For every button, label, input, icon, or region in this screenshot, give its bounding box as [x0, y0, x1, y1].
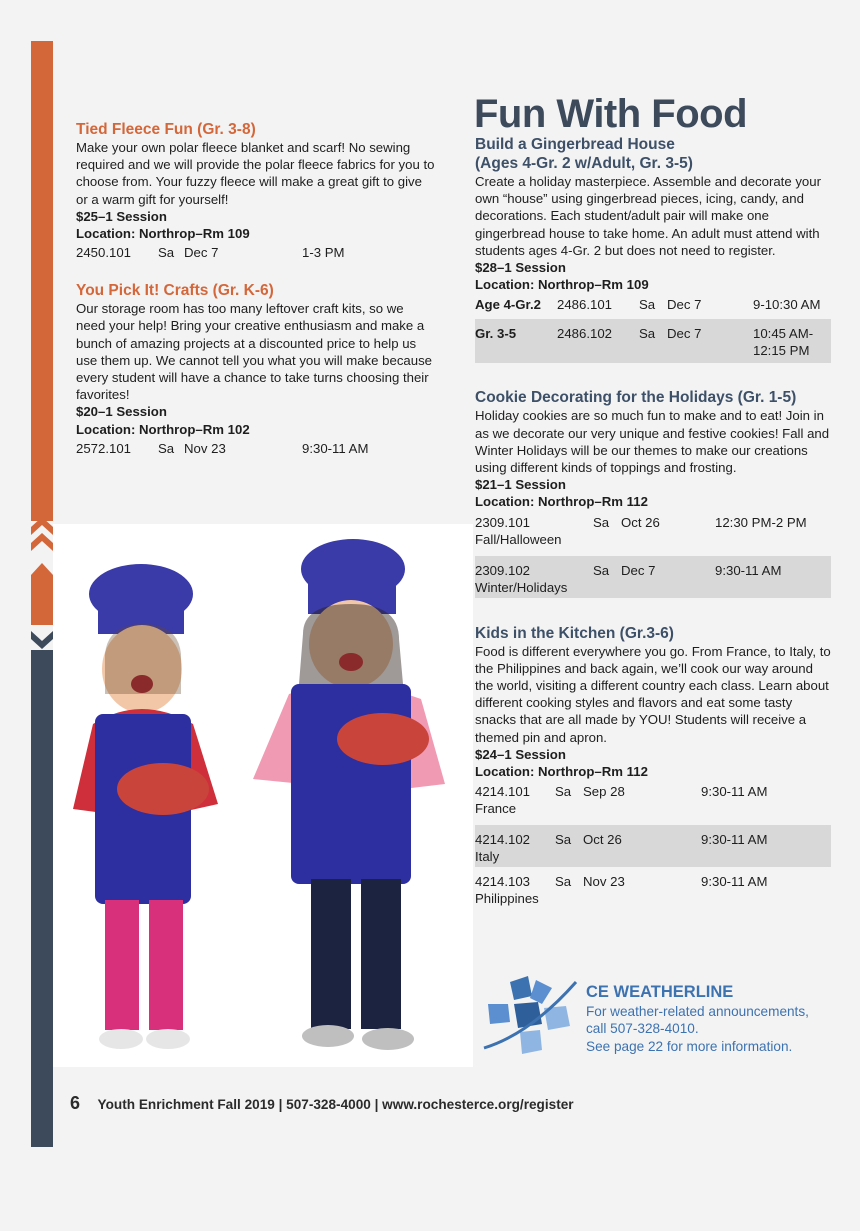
session-row [76, 440, 436, 457]
orange-side-stripe [31, 41, 53, 521]
you-pick-fee: $20–1 Session [76, 404, 167, 420]
fun-with-food-heading: Fun With Food [474, 92, 748, 136]
kitchen-location: Location: Northrop–Rm 112 [475, 764, 648, 780]
session-day: Sa [593, 562, 610, 578]
course-code: 4214.103 [475, 874, 531, 890]
cookie-description: Holiday cookies are so much fun to make and to eat! Join in as we decorate our very unique and festive cookies! Fall and Winter Holidays will be our themes to make our creations using different kinds of toppings and frosting. [475, 408, 830, 476]
course-code: 2572.101 [76, 440, 132, 456]
session-time: 1-3 PM [302, 245, 345, 261]
session-row [475, 825, 831, 867]
session-day: Sa [555, 832, 572, 848]
you-pick-description: Our storage room has too many leftover craft kits, so we need your help! Bring your creative enthusiasm and make a bunch of amazing projects at a discounted price to help us use them up. We cannot tell you what you will make because every student will have a chance to take turns choosing their favorites! [76, 301, 433, 403]
weatherline-title: CE WEATHERLINE [586, 983, 734, 1001]
tied-fleece-fee: $25–1 Session [76, 208, 167, 224]
session-day: Sa [593, 514, 610, 530]
session-day: Sa [555, 874, 572, 890]
session-date: Dec 7 [667, 297, 702, 313]
tied-fleece-title: Tied Fleece Fun (Gr. 3-8) [76, 121, 256, 138]
session-country: France [475, 801, 517, 817]
gingerbread-title: Build a Gingerbread House [475, 136, 675, 153]
page-number: 6 [70, 1093, 81, 1113]
page-footer [70, 1093, 574, 1114]
session-theme: Fall/Halloween [475, 531, 562, 547]
session-row [475, 293, 831, 319]
gingerbread-location: Location: Northrop–Rm 109 [475, 277, 649, 293]
session-date: Dec 7 [667, 326, 702, 342]
session-day: Sa [158, 245, 175, 261]
session-row [475, 780, 831, 825]
session-day: Sa [555, 784, 572, 800]
kitchen-title: Kids in the Kitchen (Gr.3-6) [475, 624, 674, 642]
tied-fleece-description: Make your own polar fleece blanket and scarf! No sewing required and we will provide the polar fleece fabrics for you to choose from. Your fuzzy fleece will make a great gift to give or a warm gift for yourself! [76, 140, 435, 207]
course-code: 4214.102 [475, 832, 531, 848]
session-day: Sa [158, 440, 175, 456]
session-date: Oct 26 [621, 514, 660, 530]
snowflake-icon [480, 974, 580, 1058]
cookie-fee: $21–1 Session [475, 477, 566, 493]
session-time: 9:30-11 AM [701, 832, 768, 848]
weatherline-reference: See page 22 for more information. [586, 1039, 793, 1054]
session-date: Dec 7 [184, 245, 219, 261]
you-pick-title: You Pick It! Crafts (Gr. K-6) [76, 282, 274, 300]
gingerbread-fee: $28–1 Session [475, 260, 566, 276]
gingerbread-subtitle: (Ages 4-Gr. 2 w/Adult, Gr. 3-5) [475, 155, 693, 172]
age-group: Gr. 3-5 [475, 326, 517, 342]
session-time: 10:45 AM- 12:15 PM [753, 326, 814, 359]
session-time: 9-10:30 AM [753, 297, 821, 313]
course-code: 4214.101 [475, 784, 531, 800]
left-column [76, 120, 436, 457]
session-date: Oct 26 [583, 832, 622, 848]
session-date: Dec 7 [621, 562, 656, 578]
chevron-arrows-decoration [29, 515, 55, 665]
weatherline-text: For weather-related announcements, [586, 1004, 809, 1019]
you-pick-location: Location: Northrop–Rm 102 [76, 421, 250, 437]
session-row [475, 556, 831, 598]
course-code: 2450.101 [76, 245, 132, 261]
session-day: Sa [639, 297, 656, 313]
kitchen-description: Food is different everywhere you go. From France, to Italy, to the Philippines and back again, we’ll cook our way around the world, visiting a different country each class. Learn about different cooking styles and flavors and eat some tasty snacks that are all made by YOU! Students will receive a themed pin and apron. [475, 643, 831, 745]
session-date: Sep 28 [583, 784, 625, 800]
session-time: 9:30-11 AM [701, 874, 768, 890]
cookie-location: Location: Northrop–Rm 112 [475, 494, 648, 510]
weatherline-phone: call 507-328-4010. [586, 1021, 699, 1036]
footer-text: Youth Enrichment Fall 2019 | 507-328-4000 | www.rochesterce.org/register [97, 1097, 574, 1112]
session-country: Italy [475, 849, 500, 865]
right-column [475, 135, 831, 909]
session-theme: Winter/Holidays [475, 579, 568, 595]
course-code: 2486.101 [557, 297, 613, 313]
age-group: Age 4-Gr.2 [475, 297, 541, 313]
session-day: Sa [639, 326, 656, 342]
kitchen-fee: $24–1 Session [475, 746, 566, 762]
navy-side-stripe [31, 650, 53, 1147]
session-row [76, 244, 436, 261]
course-code: 2309.101 [475, 514, 531, 530]
tied-fleece-location: Location: Northrop–Rm 109 [76, 226, 250, 242]
session-date: Nov 23 [184, 440, 226, 456]
course-code: 2486.102 [557, 326, 613, 342]
session-row [475, 511, 831, 556]
kids-cooking-photo [53, 524, 473, 1067]
session-time: 9:30-11 AM [715, 562, 782, 578]
gingerbread-description: Create a holiday masterpiece. Assemble and decorate your own “house” using gingerbread pieces, icing, candy, and decorations. Each student/adult pair will make one gingerbread house to take home. An adult must attend with students ages 4-Gr. 2 but does not need to register. [475, 174, 821, 258]
session-row [475, 867, 831, 909]
session-time: 12:30 PM-2 PM [715, 514, 807, 530]
session-time: 9:30-11 AM [701, 784, 768, 800]
weatherline-box [480, 974, 840, 1064]
session-row [475, 319, 831, 363]
cookie-title: Cookie Decorating for the Holidays (Gr. 1-5) [475, 389, 797, 407]
course-code: 2309.102 [475, 562, 531, 578]
session-time: 9:30-11 AM [302, 440, 369, 456]
session-country: Philippines [475, 891, 539, 907]
session-date: Nov 23 [583, 874, 625, 890]
